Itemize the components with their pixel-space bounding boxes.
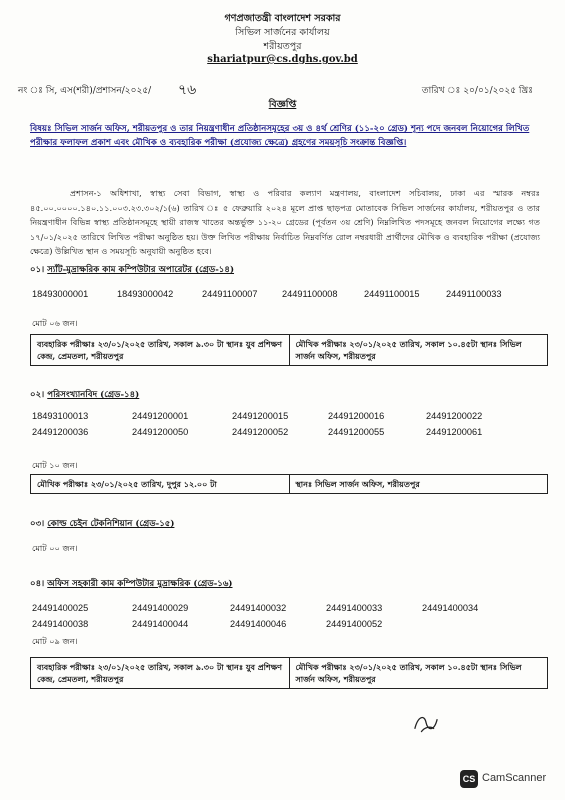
roll-number: 24491200022 xyxy=(426,411,483,421)
exam-schedule-box xyxy=(30,334,548,366)
exam-schedule-cell: মৌখিক পরীক্ষাঃ ২৩/০১/২০২৫ তারিখ, সকাল ১০.৪৫টা স্থানঃ সিভিল সার্জন অফিস, শরীয়তপুর xyxy=(289,658,548,688)
roll-number: 24491400029 xyxy=(132,603,189,613)
exam-schedule-box xyxy=(30,657,548,689)
exam-schedule-cell: স্থানঃ সিভিল সার্জন অফিস, শরীয়তপুর xyxy=(289,475,548,493)
section-title xyxy=(30,517,174,531)
roll-number: 24491400052 xyxy=(326,619,383,629)
memo-date: তারিখ ঃ ২০/০১/২০২৫ খ্রিঃ xyxy=(421,86,533,96)
total-count: মোট ১০ জন। xyxy=(32,460,78,470)
roll-number: 18493000042 xyxy=(117,289,174,299)
roll-number: 24491400032 xyxy=(230,603,287,613)
roll-number: 24491400034 xyxy=(422,603,479,613)
roll-number: 24491400038 xyxy=(32,619,89,629)
exam-schedule-cell: মৌখিক পরীক্ষাঃ ২৩/০১/২০২৫ তারিখ, দুপুর ১২.০০ টা xyxy=(37,479,217,489)
roll-number: 24491200061 xyxy=(426,427,483,437)
roll-number: 24491400046 xyxy=(230,619,287,629)
roll-number: 24491100008 xyxy=(282,289,338,299)
handwritten-memo-number: ৭৬ xyxy=(178,82,197,98)
govt-header: গণপ্রজাতন্ত্রী বাংলাদেশ সরকার xyxy=(224,13,341,24)
roll-number: 24491200050 xyxy=(132,427,189,437)
roll-number: 18493100013 xyxy=(32,411,89,421)
total-count: মোট ০৬ জন। xyxy=(32,318,78,328)
roll-number: 24491100015 xyxy=(364,289,420,299)
notice-paragraph: প্রশাসন-১ অধিশাখা, স্বাস্থ্য সেবা বিভাগ, স্বাস্থ্য ও পরিবার কল্যাণ মন্ত্রণালয়, বাংলাদেশ সচিবালয়, ঢাকা এর স্মারক নম্বরঃ ৪৫.০০.০০০০.১৪০.১১.০০৩.২৩.৩০২/১(৬) তারিখ ঃ ৫ ফেব্রুয়ারি ২০২৪ মূলে প্রাপ্ত ছাড়পত্র মোতাবেক সিভিল সার্জনের কার্যালয়, শরীয়তপুর ও তার নিয়ন্ত্রণাধীন বিভিন্ন স্বাস্থ্য প্রতিষ্ঠানসমূহে স্থায়ী রাজস্ব খাতের অন্তর্ভুক্ত ১১-২০ গ্রেডের (পূর্বতন ৩য় শ্রেণি) নিম্নলিখিত পদসমূহে জনবল নিয়োগের লক্ষ্যে গত ১৭/০১/২০২৫ তারিখে লিখিত পরীক্ষা অনুষ্ঠিত হয়। উক্ত লিখিত পরীক্ষায় নির্বাচিত নিম্নবর্ণিত রোল নম্বরধারী প্রার্থীদের মৌখিক ও ব্যবহারিক পরীক্ষা (প্রযোজ্য ক্ষেত্রে) উল্লিখিত স্থান ও সময়সূচি অনুযায়ী অনুষ্ঠিত হবে। xyxy=(30,188,540,256)
section-post-name: পরিসংখ্যানবিদ (গ্রেড-১৪) xyxy=(47,390,140,400)
section-post-name: কোল্ড চেইন টেকনিশিয়ান (গ্রেড-১৫) xyxy=(47,519,175,529)
roll-number: 18493000001 xyxy=(32,289,89,299)
roll-number: 24491200055 xyxy=(328,427,385,437)
memo-number: নং ঃ সি, এস(শরী)/প্রশাসন/২০২৫/ xyxy=(18,86,152,96)
roll-number: 24491200015 xyxy=(232,411,289,421)
section-number: ০৪। xyxy=(30,579,45,589)
camscanner-logo: CS xyxy=(460,770,478,788)
roll-number: 24491400033 xyxy=(326,603,383,613)
roll-number: 24491400044 xyxy=(132,619,189,629)
exam-schedule-box xyxy=(30,474,548,494)
camscanner-label: CamScanner xyxy=(482,772,547,784)
office-email: shariatpur@cs.dghs.gov.bd xyxy=(207,54,358,65)
section-number: ০১। xyxy=(30,265,45,275)
total-count: মোট ০০ জন। xyxy=(32,543,78,553)
roll-number: 24491200036 xyxy=(32,427,89,437)
total-count: মোট ০৯ জন। xyxy=(32,636,78,646)
section-post-name: অফিস সহকারী কাম কম্পিউটার মুদ্রাক্ষরিক (গ্রেড-১৬) xyxy=(47,579,233,589)
notice-subject: বিষয়ঃ সিভিল সার্জন অফিস, শরীয়তপুর ও তার নিয়ন্ত্রণাধীন প্রতিষ্ঠানসমূহের ৩য় ও ৪র্থ শ্রেণির (১১-২০ গ্রেড) শূন্য পদে জনবল নিয়োগের লিখিত পরীক্ষার ফলাফল প্রকাশ এবং মৌখিক ও ব্যবহারিক পরীক্ষা (প্রযোজ্য ক্ষেত্রে) গ্রহণের সময়সূচি সংক্রান্ত বিজ্ঞপ্তি। xyxy=(30,124,530,148)
office-name: সিভিল সার্জনের কার্যালয় xyxy=(235,27,330,38)
district-name: শরীয়তপুর xyxy=(263,41,302,52)
roll-number: 24491200016 xyxy=(328,411,385,421)
section-number: ০৩। xyxy=(30,519,45,529)
section-post-name: স্যাঁট-মুদ্রাক্ষরিক কাম কম্পিউটার অপারেটর (গ্রেড-১৪) xyxy=(47,265,235,275)
section-title xyxy=(30,263,234,277)
exam-schedule-cell: ব্যবহারিক পরীক্ষাঃ ২৩/০১/২০২৫ তারিখ, সকাল ৯.৩০ টা স্থানঃ যুব প্রশিক্ষণ কেন্দ্র, প্রেমতলা, শরীয়তপুর xyxy=(37,662,283,684)
exam-schedule-cell: ব্যবহারিক পরীক্ষাঃ ২৩/০১/২০২৫ তারিখ, সকাল ৯.৩০ টা স্থানঃ যুব প্রশিক্ষণ কেন্দ্র, প্রেমতলা, শরীয়তপুর xyxy=(37,339,283,361)
section-title xyxy=(30,577,233,591)
roll-number: 24491200052 xyxy=(232,427,289,437)
notice-title: বিজ্ঞপ্তি xyxy=(268,99,297,110)
exam-schedule-cell: মৌখিক পরীক্ষাঃ ২৩/০১/২০২৫ তারিখ, সকাল ১০.৪৫টা স্থানঃ সিভিল সার্জন অফিস, শরীয়তপুর xyxy=(289,335,548,365)
section-number: ০২। xyxy=(30,390,45,400)
roll-number: 24491100007 xyxy=(202,289,258,299)
roll-number: 24491400025 xyxy=(32,603,89,613)
roll-number: 24491200001 xyxy=(132,411,189,421)
signature-image xyxy=(410,708,442,740)
section-title xyxy=(30,388,139,402)
roll-number: 24491100033 xyxy=(446,289,502,299)
